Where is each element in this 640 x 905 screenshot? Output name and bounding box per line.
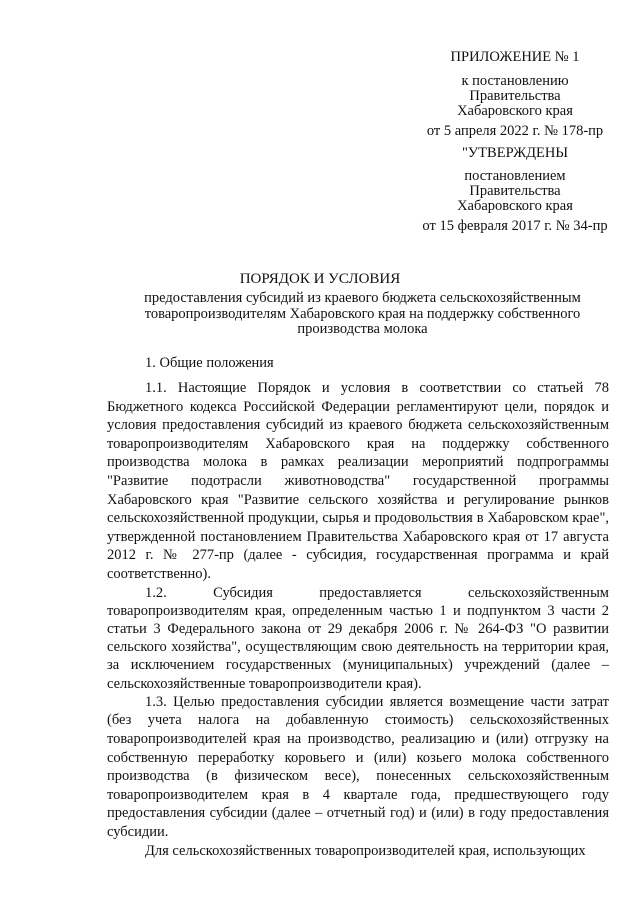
resolution-date-number: от 5 апреля 2022 г. № 178-пр [426, 123, 604, 139]
region-line-2: Хабаровского края [457, 198, 573, 214]
document-title: ПОРЯДОК И УСЛОВИЯ [239, 271, 401, 287]
approved-heading: "УТВЕРЖДЕНЫ [462, 145, 568, 161]
region-line: Хабаровского края [457, 103, 573, 119]
government-line-2: Правительства [469, 183, 561, 199]
section-heading: 1. Общие положения [145, 355, 274, 371]
approval-block [398, 50, 632, 234]
original-resolution-date-number: от 15 февраля 2017 г. № 34-пр [422, 218, 608, 234]
approved-by-line: постановлением [464, 168, 566, 184]
paragraph-1-1: 1.1. Настоящие Порядок и условия в соответствии со статьей 78 Бюджетного кодекса Российской Федерации регламентируют цели, порядок и условия предоставления субсидий из краевого бюджета сельскохозяйственным товаропроизводителям Хабаровского края на поддержку собственного производства молока в рамках реализации мероприятий подпрограммы "Развитие подотрасли животноводства" государственной программы Хабаровского края "Развитие сельского хозяйства и регулирование рынков сельскохозяйственной продукции, сырья и продовольствия в Хабаровском крае", утвержденной постановлением Правительства Хабаровского края от 17 августа 2012 г. № 277-пр (далее - субсидия, государственная программа и край соответственно). [107, 380, 609, 582]
appendix-title: ПРИЛОЖЕНИЕ № 1 [450, 49, 580, 65]
paragraph-1-3: 1.3. Целью предоставления субсидии является возмещение части затрат (без учета налога на добавленную стоимость) сельскохозяйственных товаропроизводителей края на производство, реализацию и (или) отгрузку на собственную переработку коровьего и (или) козьего молока собственного производства (в физическом весе), понесенных сельскохозяйственным товаропроизводителем края в 4 квартале года, предшествующего году предоставления субсидии (далее – отчетный год) и (или) в году предоставления субсидии. [107, 693, 609, 840]
document-body [107, 379, 609, 860]
document-subtitle: предоставления субсидий из краевого бюджета сельскохозяйственным товаропроизводителям Хабаровского края на поддержку собственного производства молока [144, 290, 581, 337]
paragraph-continued: Для сельскохозяйственных товаропроизводителей края, использующих [145, 842, 586, 859]
government-line: Правительства [469, 88, 561, 104]
resolution-reference: к постановлению [461, 73, 569, 89]
paragraph-1-2: 1.2. Субсидия предоставляется сельскохозяйственным товаропроизводителям края, определенным частью 1 и подпунктом 3 части 2 статьи 3 Федерального закона от 29 декабря 2006 г. № 264-ФЗ "О развитии сельского хозяйства", осуществляющим свою деятельность на территории края, за исключением государственных (муниципальных) учреждений (далее – сельскохозяйственные товаропроизводители края). [107, 584, 609, 692]
